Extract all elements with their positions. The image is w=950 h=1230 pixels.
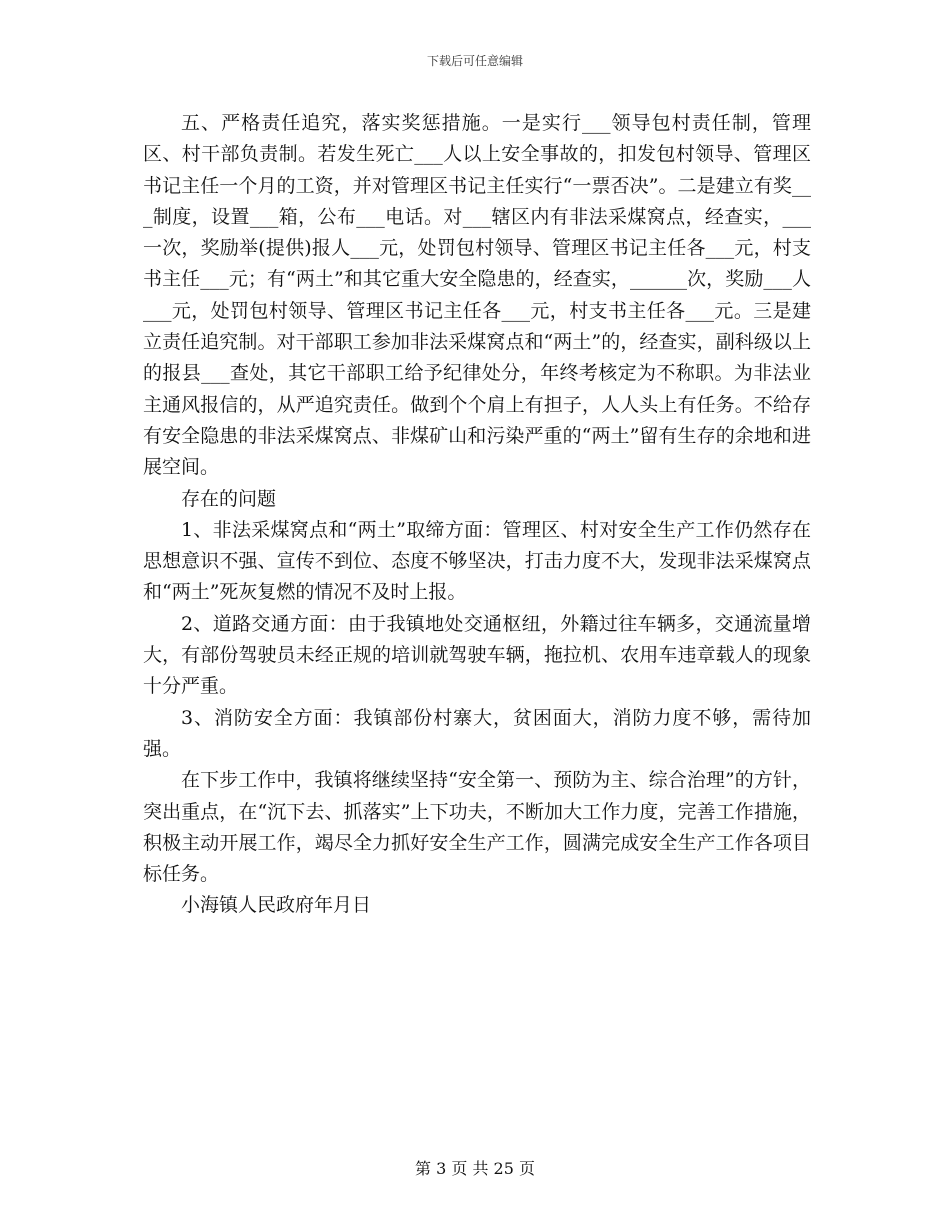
signature-line: 小海镇人民政府年月日 (181, 894, 372, 917)
paragraph-fire-safety: 3、消防安全方面：我镇部份村寨大，贫困面大，消防力度不够，需待加强。 (143, 706, 811, 760)
paragraph-road-traffic: 2、道路交通方面：由于我镇地处交通枢纽，外籍过往车辆多，交通流量增大，有部份驾驶员未经正规的培训就驾驶车辆，拖拉机、农用车违章载人的现象十分严重。 (143, 612, 811, 698)
paragraph-next-steps: 在下步工作中，我镇将继续坚持“安全第一、预防为主、综合治理”的方针，突出重点，在“沉下去、抓落实”上下功夫，不断加大工作力度，完善工作措施，积极主动开展工作，竭尽全力抓好安全生产工作，圆满完成安全生产工作各项目标任务。 (143, 769, 811, 886)
paragraph-illegal-mining: 1、非法采煤窝点和“两土”取缔方面：管理区、村对安全生产工作仍然存在思想意识不强、宣传不到位、态度不够坚决，打击力度不大，发现非法采煤窝点和“两土”死灰复燃的情况不及时上报。 (143, 518, 811, 604)
paragraph-accountability: 五、严格责任追究，落实奖惩措施。一是实行___领导包村责任制，管理区、村干部负责制。若发生死亡___人以上安全事故的，扣发包村领导、管理区书记主任一个月的工资，并对管理区书记主任实行“一票否决”。二是建立有奖___制度，设置___箱，公布___电话。对___辖区内有非法采煤窝点，经查实，___一次，奖励举(提供)报人___元，处罚包村领导、管理区书记主任各___元，村支书主任___元；有“两土”和其它重大安全隐患的，经查实，______次，奖励___人___元，处罚包村领导、管理区书记主任各___元，村支书主任各___元。三是建立责任追究制。对干部职工参加非法采煤窝点和“两土”的，经查实，副科级以上的报县___查处，其它干部职工给予纪律处分，年终考核定为不称职。为非法业主通风报信的，从严追究责任。做到个个肩上有担子，人人头上有任务。不给存有安全隐患的非法采煤窝点、非煤矿山和污染严重的“两土”留有生存的余地和进展空间。 (143, 112, 811, 479)
page-header-note: 下载后可任意编辑 (426, 54, 523, 68)
document-body (143, 108, 811, 922)
section-heading-problems: 存在的问题 (181, 487, 277, 510)
page-number: 第 3 页 共 25 页 (415, 1159, 535, 1178)
